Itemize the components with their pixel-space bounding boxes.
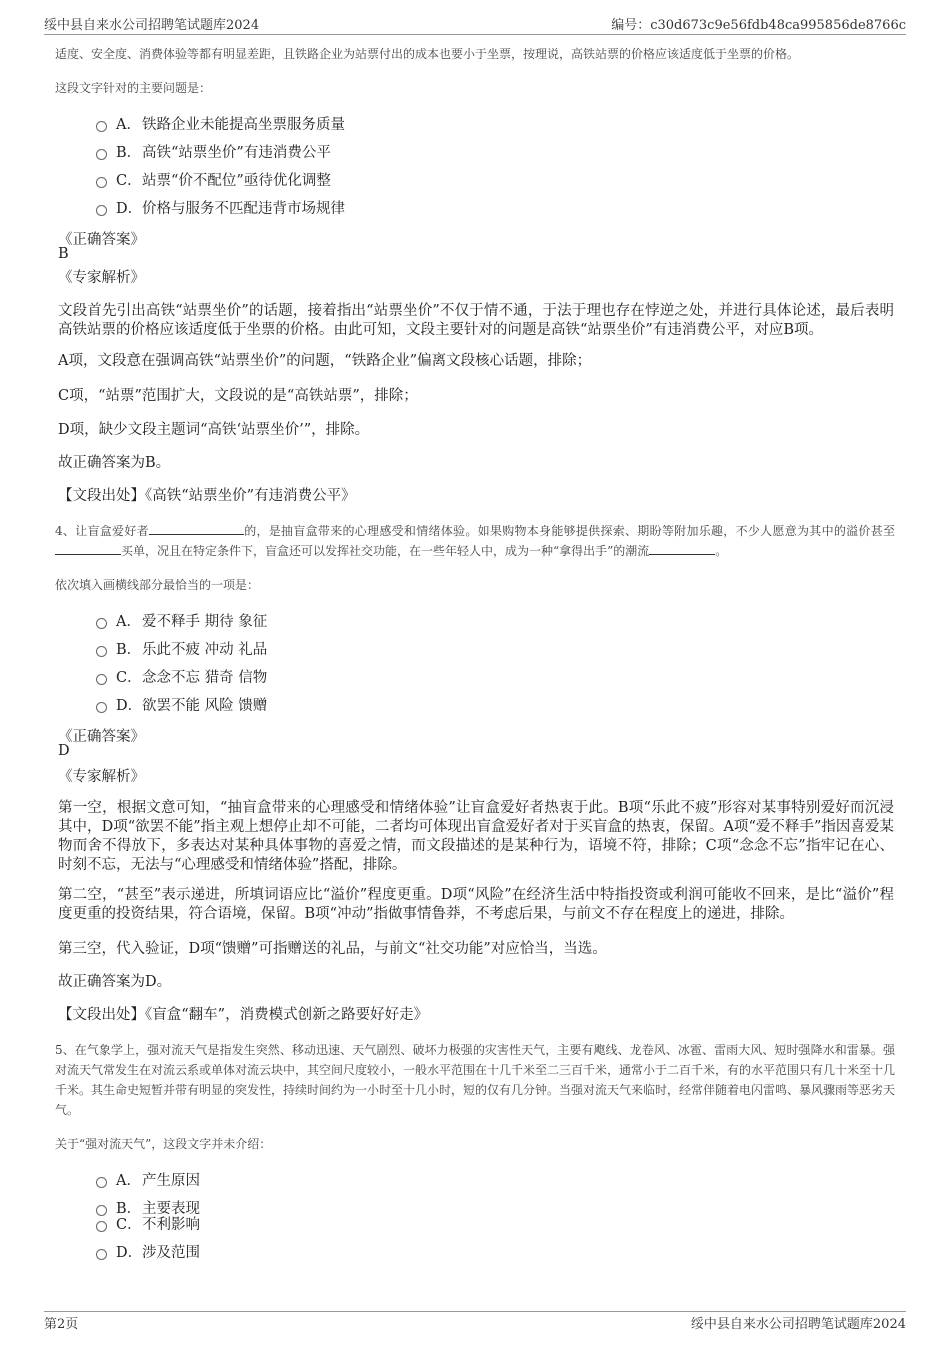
option-letter: C． — [116, 1216, 142, 1233]
page-number: 第2页 — [44, 1317, 79, 1332]
option-letter: D． — [116, 697, 143, 714]
option-text: 高铁“站票坐价”有违消费公平 — [142, 144, 331, 161]
q3-analysis-paragraph: C项，“站票”范围扩大，文段说的是“高铁站票”，排除； — [58, 388, 418, 404]
option-letter: C． — [116, 172, 142, 189]
header-title: 绥中县自来水公司招聘笔试题库2024 — [44, 18, 260, 33]
q3-source: 【文段出处】《高铁“站票坐价”有违消费公平》 — [58, 488, 356, 504]
option-letter: B． — [116, 144, 142, 161]
option-text: 涉及范围 — [142, 1244, 200, 1261]
radio-icon[interactable] — [96, 205, 107, 216]
q3-answer: B — [58, 246, 69, 262]
footer-title: 绥中县自来水公司招聘笔试题库2024 — [690, 1317, 906, 1332]
radio-icon[interactable] — [96, 177, 107, 188]
option-text: 价格与服务不匹配违背市场规律 — [142, 200, 345, 217]
q4-prompt: 依次填入画横线部分最恰当的一项是： — [55, 578, 260, 592]
q4-analysis-paragraph: 第二空，“甚至”表示递进，所填词语应比“溢价”程度更重。D项“风险”在经济生活中特指投资或利润可能收不回来，是比“溢价”程度更重的投资结果，符合语境，保留。B项“冲动”指做事情鲁莽，不考虑后果，与前文不存在程度上的递进，排除。 — [58, 887, 894, 922]
option-text: 产生原因 — [142, 1172, 200, 1189]
q3-analysis-paragraph: A项，文段意在强调高铁“站票坐价”的问题，“铁路企业”偏离文段核心话题，排除； — [58, 353, 592, 369]
radio-icon[interactable] — [96, 121, 107, 132]
option-letter: A． — [116, 116, 141, 133]
q4-stem-part: 买单，况且在特定条件下，盲盒还可以发挥社交功能，在一些年轻人中，成为一种“拿得出手”的潮流 — [121, 544, 650, 558]
page-header — [44, 14, 906, 32]
radio-icon[interactable] — [96, 618, 107, 629]
q3-option-d[interactable] — [96, 196, 345, 218]
q3-option-c[interactable] — [96, 168, 331, 190]
radio-icon[interactable] — [96, 646, 107, 657]
radio-icon[interactable] — [96, 702, 107, 713]
header-serial-number: 编号：c30d673c9e56fdb48ca995856de8766c — [611, 18, 906, 33]
option-text: 铁路企业未能提高坐票服务质量 — [142, 116, 345, 133]
option-text: 爱不释手 期待 象征 — [142, 613, 268, 630]
radio-icon[interactable] — [96, 1177, 107, 1188]
q4-analysis-label: 《专家解析》 — [58, 769, 145, 785]
q5-stem: 5、在气象学上，强对流天气是指发生突然、移动迅速、天气剧烈、破坏力极强的灾害性天气，主要有飑线、龙卷风、冰雹、雷雨大风、短时强降水和雷暴。强对流天气常发生在对流云系或单体对流云块中，其空间尺度较小，一般水平范围在十几千米至二三百千米，通常小于二百千米，有的水平范围只有几十米至十几千米。其生命史短暂并带有明显的突发性，持续时间约为一小时至十几小时，短的仅有几分钟。当强对流天气来临时，经常伴随着电闪雷鸣、暴风骤雨等恶劣天气。 — [55, 1043, 896, 1117]
blank-line-1 — [149, 522, 244, 535]
option-letter: A． — [116, 1172, 141, 1189]
q3-option-a[interactable] — [96, 112, 345, 134]
q4-answer: D — [58, 743, 70, 759]
q3-analysis-paragraph: 故正确答案为B。 — [58, 455, 171, 471]
option-letter: D． — [116, 1244, 143, 1261]
option-text: 欲罢不能 风险 馈赠 — [142, 697, 268, 714]
q3-analysis-paragraph: 文段首先引出高铁“站票坐价”的话题，接着指出“站票坐价”不仅于情不通，于法于理也存在悖逆之处，并进行具体论述，最后表明高铁站票的价格应该适度低于坐票的价格。由此可知，文段主要针对的问题是高铁“站票坐价”有违消费公平，对应B项。 — [58, 303, 894, 338]
option-letter: B． — [116, 641, 142, 658]
radio-icon[interactable] — [96, 1221, 107, 1232]
option-text: 主要表现 — [142, 1200, 200, 1217]
option-letter: A． — [116, 613, 141, 630]
header-divider — [44, 34, 906, 35]
q4-option-c[interactable] — [96, 665, 267, 687]
q4-stem — [55, 521, 895, 561]
q4-stem-part: 4、让盲盒爱好者 — [55, 524, 149, 538]
q5-option-c[interactable] — [96, 1212, 200, 1234]
q5-prompt: 关于“强对流天气”，这段文字并未介绍： — [55, 1137, 272, 1151]
option-text: 乐此不疲 冲动 礼品 — [142, 641, 268, 658]
q4-source: 【文段出处】《盲盒“翻车”，消费模式创新之路要好好走》 — [58, 1007, 429, 1023]
footer-divider — [44, 1311, 906, 1312]
q3-option-b[interactable] — [96, 140, 331, 162]
option-text: 不利影响 — [142, 1216, 200, 1233]
blank-line-2 — [55, 542, 121, 555]
option-text: 念念不忘 猎奇 信物 — [142, 669, 268, 686]
option-letter: C． — [116, 669, 142, 686]
q5-option-a[interactable] — [96, 1168, 200, 1190]
q3-answer-label: 《正确答案》 — [58, 232, 145, 248]
q4-analysis-paragraph: 故正确答案为D。 — [58, 974, 172, 990]
q4-option-d[interactable] — [96, 693, 267, 715]
q3-analysis-label: 《专家解析》 — [58, 270, 145, 286]
option-letter: D． — [116, 200, 143, 217]
q4-stem-part: 。 — [715, 544, 728, 558]
q4-stem-part: 的，是抽盲盒带来的心理感受和情绪体验。如果购物本身能够提供探索、期盼等附加乐趣，不少人愿意为其中的溢价甚至 — [243, 524, 895, 538]
q4-answer-label: 《正确答案》 — [58, 729, 145, 745]
option-text: 站票“价不配位”亟待优化调整 — [142, 172, 331, 189]
q4-analysis-paragraph: 第一空，根据文意可知，“抽盲盒带来的心理感受和情绪体验”让盲盒爱好者热衷于此。B项“乐此不疲”形容对某事特别爱好而沉浸其中，D项“欲罢不能”指主观上想停止却不可能，二者均可体现出盲盒爱好者对于买盲盒的热衷，保留。A项“爱不释手”指因喜爱某物而舍不得放下，多表达对某种具体事物的喜爱之情，而文段描述的是某种行为，语境不符，排除；C项“念念不忘”指牢记在心、时刻不忘，无法与“心理感受和情绪体验”搭配，排除。 — [58, 800, 894, 873]
q3-passage-tail: 适度、安全度、消费体验等都有明显差距，且铁路企业为站票付出的成本也要小于坐票，按理说，高铁站票的价格应该适度低于坐票的价格。 — [55, 47, 800, 61]
blank-line-3 — [649, 542, 715, 555]
q5-option-d[interactable] — [96, 1240, 200, 1262]
q4-option-a[interactable] — [96, 609, 267, 631]
radio-icon[interactable] — [96, 149, 107, 160]
q3-prompt: 这段文字针对的主要问题是： — [55, 81, 212, 95]
radio-icon[interactable] — [96, 1249, 107, 1260]
q4-option-b[interactable] — [96, 637, 267, 659]
radio-icon[interactable] — [96, 674, 107, 685]
q3-analysis-paragraph: D项，缺少文段主题词“高铁‘站票坐价’”，排除。 — [58, 422, 370, 438]
option-letter: B． — [116, 1200, 142, 1217]
q4-analysis-paragraph: 第三空，代入验证，D项“馈赠”可指赠送的礼品，与前文“社交功能”对应恰当，当选。 — [58, 941, 607, 957]
